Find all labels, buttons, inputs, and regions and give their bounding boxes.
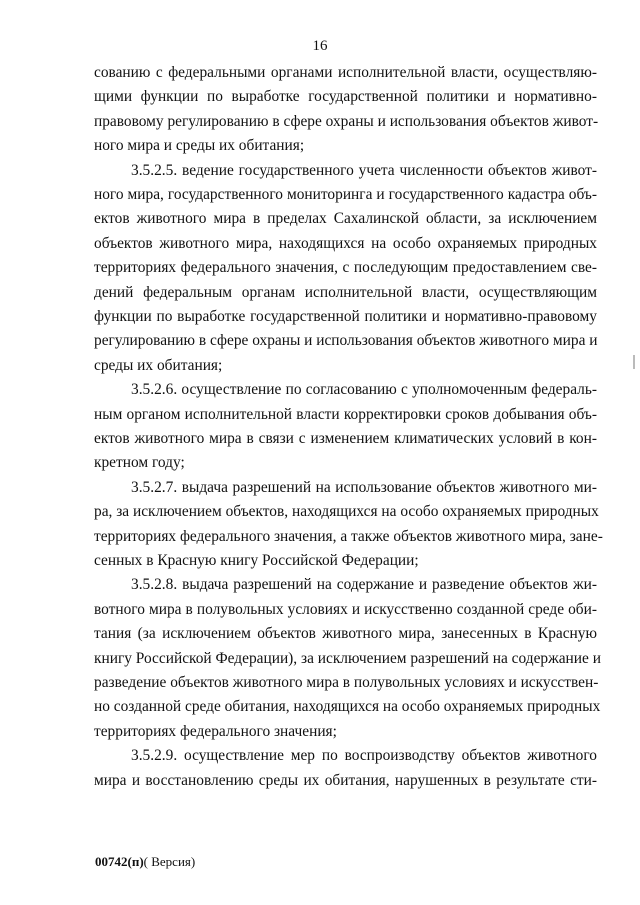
text-line: ра, за исключением объектов, находящихся на особо охраняемых природных (94, 503, 599, 521)
text-line: территориях федерального значения; (94, 722, 337, 740)
text-line: вотного мира в полувольных условиях и искусственно созданной среде оби- (94, 600, 597, 618)
text-line: книгу Российской Федерации), за исключением разрешений на содержание и (94, 649, 601, 667)
text-line: сованию с федеральными органами исполнительной власти, осуществляю- (94, 64, 597, 81)
text-line: 3.5.2.7. выдача разрешений на использование объектов животного ми- (131, 478, 597, 496)
text-line: щими функции по выработке государственной политики и нормативно- (94, 88, 597, 106)
text-line: мира и восстановлению среды их обитания, нарушенных в результате сти- (94, 771, 597, 789)
text-line: 3.5.2.8. выдача разрешений на содержание и разведение объектов жи- (131, 576, 597, 594)
text-line: но созданной среде обитания, находящихся на особо охраняемых природных (94, 698, 601, 716)
document-code: 00742(п) (95, 854, 144, 869)
text-line: функции по выработке государственной политики и нормативно-правовому (94, 308, 597, 325)
text-line: территориях федерального значения, с последующим предоставлением све- (94, 259, 597, 277)
text-line: тания (за исключением объектов животного мира, занесенных в Красную (94, 625, 597, 643)
text-line: объектов животного мира, находящихся на особо охраняемых природных (94, 234, 597, 252)
version-label: ( Версия) (143, 854, 196, 869)
text-line: кретном году; (94, 454, 185, 472)
page-number: 16 (312, 38, 328, 54)
scan-edge-mark (633, 355, 635, 369)
text-line: ного мира и среды их обитания; (94, 137, 305, 155)
text-line: ектов животного мира в пределах Сахалинской области, за исключением (94, 210, 597, 228)
text-line: сенных в Красную книгу Российской Федерации; (94, 552, 419, 569)
text-line: 3.5.2.5. ведение государственного учета численности объектов живот- (131, 161, 597, 179)
text-line: среды их обитания; (94, 356, 223, 374)
text-line: территориях федерального значения, а также объектов животного мира, зане- (94, 527, 603, 545)
text-line: 3.5.2.6. осуществление по согласованию с уполномоченным федераль- (131, 381, 597, 399)
text-line: ектов животного мира в связи с изменением климатических условий в кон- (94, 430, 597, 447)
text-line: дений федеральным органам исполнительной власти, осуществляющим (94, 283, 597, 301)
footer (95, 854, 195, 870)
text-line: ным органом исполнительной власти корректировки сроков добывания объ- (94, 405, 597, 423)
text-line: 3.5.2.9. осуществление мер по воспроизводству объектов животного (131, 747, 597, 765)
text-line: ного мира, государственного мониторинга и государственного кадастра объ- (94, 186, 597, 203)
text-line: разведение объектов животного мира в полувольных условиях и искусствен- (94, 674, 599, 691)
text-line: правовому регулированию в сфере охраны и использования объектов живот- (94, 112, 599, 130)
text-line: регулированию в сфере охраны и использования объектов животного мира и (94, 332, 598, 350)
